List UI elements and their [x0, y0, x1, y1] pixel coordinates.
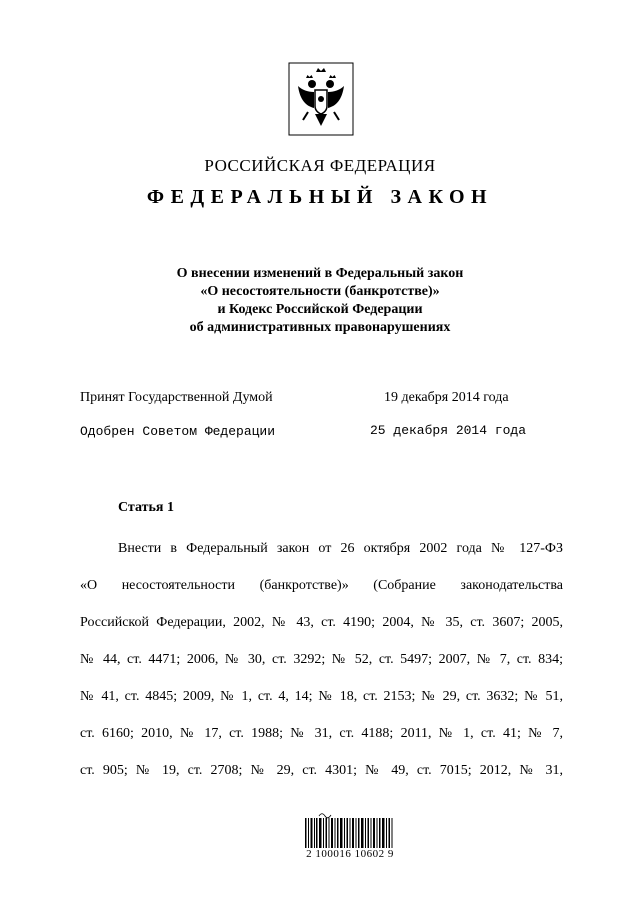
law-title-line: об административных правонарушениях — [189, 320, 451, 335]
law-title — [0, 265, 640, 337]
country-heading: РОССИЙСКАЯ ФЕДЕРАЦИЯ — [204, 156, 436, 175]
article-line: № 41, ст. 4845; 2009, № 1, ст. 4, 14; № 18, ст. 2153; № 29, ст. 3632; № 51, — [80, 689, 563, 704]
council-approval-label: Одобрен Советом Федерации — [80, 424, 276, 439]
coat-of-arms-emblem — [288, 62, 354, 136]
duma-adoption-date: 19 декабря 2014 года — [384, 390, 509, 405]
article-line: «О несостоятельности (банкротстве)» (Собрание законодательства — [80, 578, 563, 593]
article-line: ст. 6160; 2010, № 17, ст. 1988; № 31, ст. 4188; 2011, № 1, ст. 41; № 7, — [80, 726, 563, 741]
law-type-heading: ФЕДЕРАЛЬНЫЙ ЗАКОН — [146, 186, 494, 208]
article-line: Российской Федерации, 2002, № 43, ст. 4190; 2004, № 35, ст. 3607; 2005, — [80, 615, 563, 630]
law-title-line: О внесении изменений в Федеральный закон — [176, 266, 464, 281]
article-line: № 44, ст. 4471; 2006, № 30, ст. 3292; № 52, ст. 5497; 2007, № 7, ст. 834; — [80, 652, 563, 667]
barcode-number: 2 100016 10602 9 — [306, 848, 394, 860]
article-line: Внести в Федеральный закон от 26 октября 2002 года № 127-ФЗ — [118, 541, 563, 556]
law-title-line: «О несостоятельности (банкротстве)» — [200, 284, 440, 299]
article-heading: Статья 1 — [118, 500, 174, 515]
barcode — [305, 812, 393, 848]
council-approval-date: 25 декабря 2014 года — [370, 423, 527, 438]
article-line: ст. 905; № 19, ст. 2708; № 29, ст. 4301; № 49, ст. 7015; 2012, № 31, — [80, 763, 563, 778]
law-title-line: и Кодекс Российской Федерации — [217, 302, 423, 317]
duma-adoption-label: Принят Государственной Думой — [80, 390, 273, 405]
article-body — [80, 540, 563, 799]
